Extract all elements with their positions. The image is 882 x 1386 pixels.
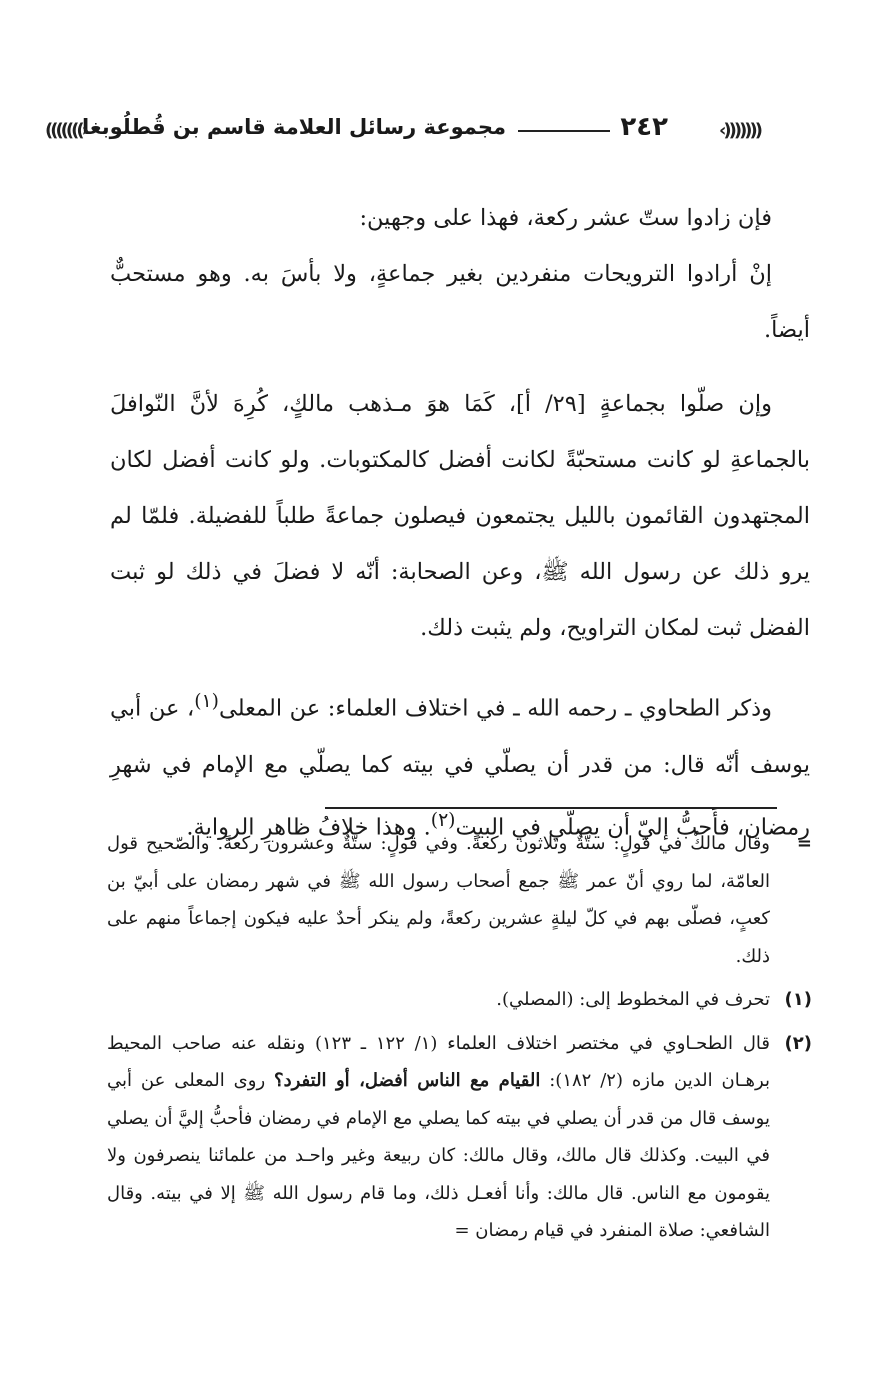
main-text (110, 190, 810, 855)
footnote-heading: القيام مع الناس أفضل، أو التفرد؟ (274, 1070, 541, 1091)
footnote-number: (١) (784, 989, 812, 1010)
paragraph-text: وذكر الطحاوي ـ رحمه الله ـ في اختلاف العلماء: عن المعلى (218, 695, 773, 722)
page-number: ٢٤٢ (620, 112, 668, 142)
header-rule (518, 130, 610, 132)
footnote-text: تحرف في المخطوط إلى: (المصلي). (496, 989, 770, 1010)
footnote-separator (325, 807, 777, 809)
footnote-text: وقال مالكٌ في قولٍ: ستّةٌ وثلاثون ركعةً. وفي قولٍ: ستّةٌ وعشرون ركعةً. والصّحيح قول العامّة، لما روي أنّ عمر ﷺ جمع أصحاب رسول الله ﷺ في شهر رمضان على أبيّ بن كعبٍ، فصلّى بهم في كلّ ليلةٍ عشرين ركعةً، ولم ينكر أحدٌ عليه فيكون إجماعاً منهم على ذلك. (107, 833, 770, 967)
running-title: مجموعة رسائل العلامة قاسم بن قُطلُوبغا (82, 115, 506, 139)
footnote-number: (٢) (784, 1032, 812, 1054)
footnote-ref: (١) (194, 691, 219, 712)
paragraph: فإن زادوا ستّ عشر ركعة، فهذا على وجهين: (359, 205, 772, 231)
footnote-ref: (٢) (430, 809, 456, 831)
footnote (107, 981, 812, 1019)
paragraph: إنْ أرادوا الترويحات منفردين بغير جماعةٍ، ولا بأسَ به. وهو مستحبٌّ أيضاً. (110, 261, 810, 343)
footnote (107, 1025, 812, 1250)
paragraph-text: ، عن أبي يوسف أنّه قال: من قدر أن يصلّي في بيته كما يصلّي مع الإمام في شهرِ رمضان، فأَحبُّ إليّ أن يصلّي في البيت (110, 695, 810, 840)
continuation-marker: = (796, 833, 812, 854)
footnotes (107, 825, 812, 1250)
footnote-text: روى المعلى عن أبي يوسف قال من قدر أن يصلي في بيته كما يصلي مع الإمام في رمضان فأحبُّ إليَّ أن يصلي في البيت. وكذلك قال مالك، وقال مالك: كان ربيعة وغير واحـد من علمائنا ينصرفون ولا يقومون مع الناس. قال مالك: وأنا أفعـل ذلك، وما قام رسول الله ﷺ إلا في بيته. وقال الشافعي: صلاة المنفرد في قيام رمضان = (107, 1070, 770, 1241)
paragraph: وإن صلّوا بجماعةٍ [٢٩/ أ]، كَمَا هوَ مـذهب مالكٍ، كُرِهَ لأنَّ النّوافلَ بالجماعةِ لو كانت مستحبّةً لكانت أفضل كالمكتوبات. ولو كانت أفضل لكان المجتهدون القائمون بالليل يجتمعون فيصلون جماعةً طلباً للفضيلة. فلمّا لم يرو ذلك عن رسول الله ﷺ، وعن الصحابة: أنّه لا فضلَ في ذلك لو ثبت الفضل ثبت لمكان التراويح، ولم يثبت ذلك. (110, 391, 810, 641)
paragraph-text: . وهذا خلافُ ظاهرِ الرواية. (186, 814, 431, 840)
running-header (45, 110, 760, 150)
footnote-continuation (107, 825, 812, 975)
header-ornament-left: (((((((› (45, 120, 87, 141)
footnote-text: قال الطحـاوي في مختصر اختلاف العلماء (١/ ١٢٢ ـ ١٢٣) ونقله عنه صاحب المحيط برهـان الدين مازه (٢/ ١٨٢): (107, 1032, 770, 1091)
header-ornament-right: ‹))))))) (718, 120, 760, 141)
